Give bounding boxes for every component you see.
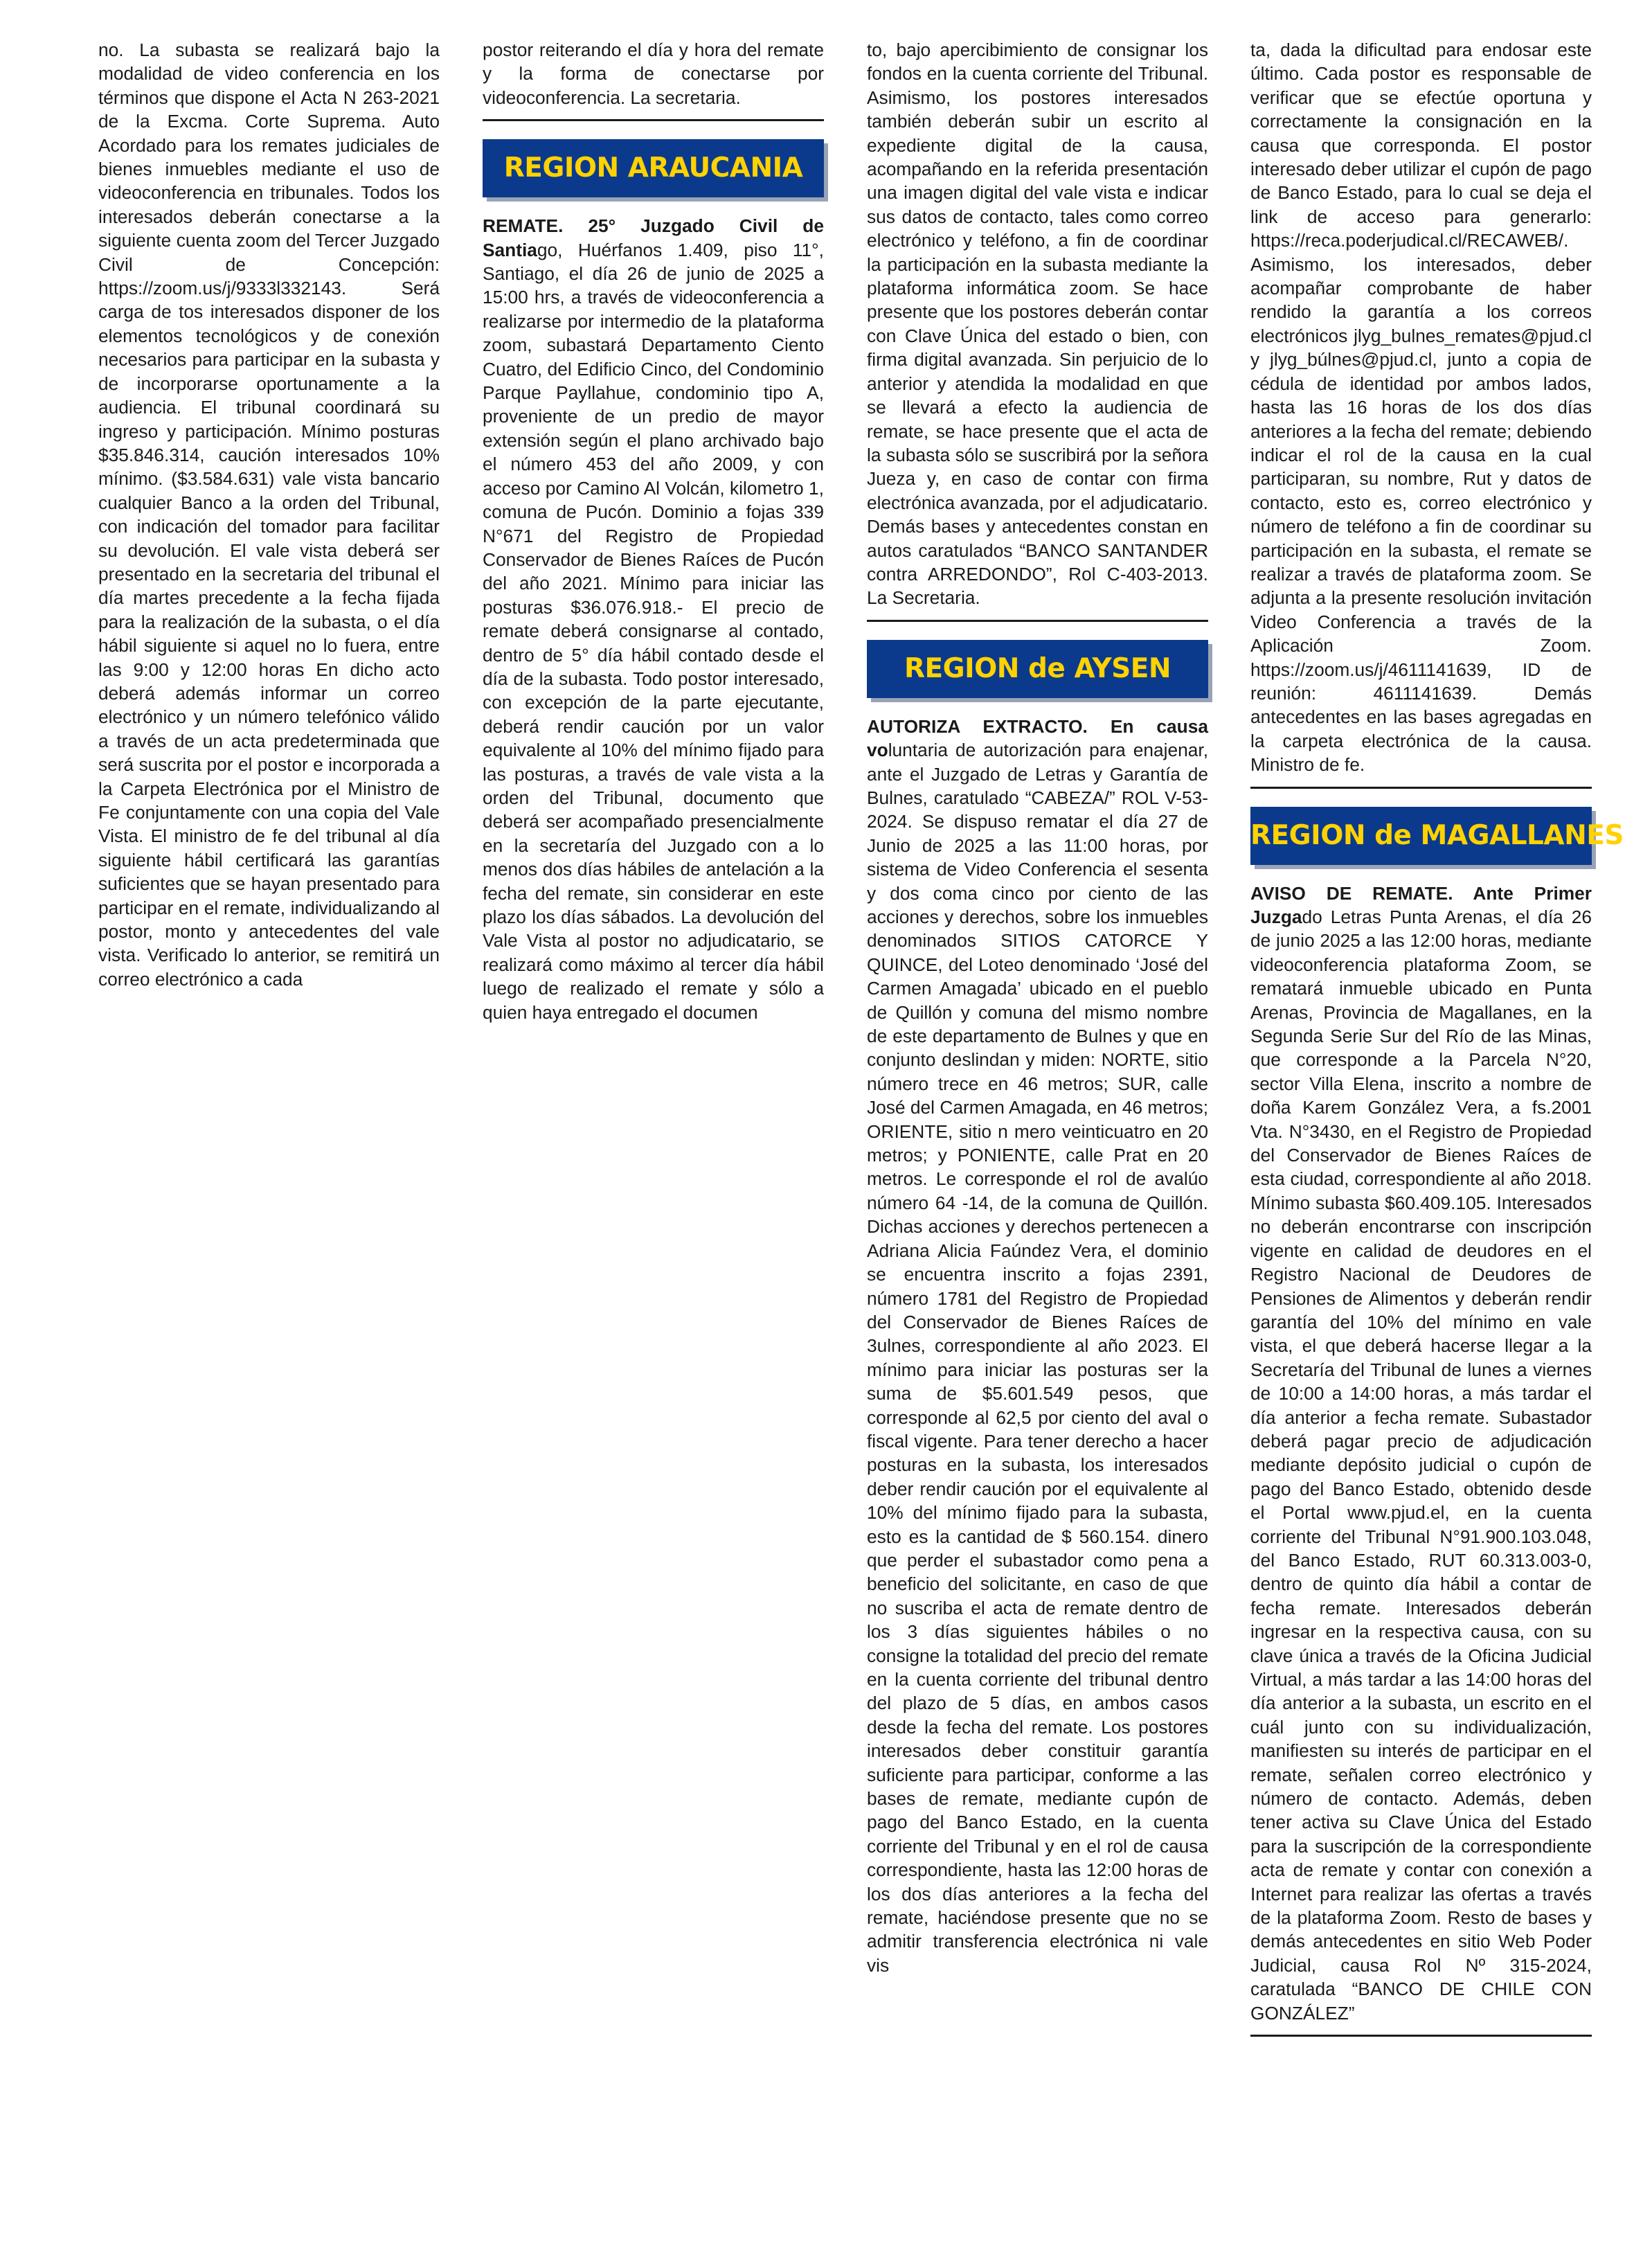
divider xyxy=(483,119,824,121)
notice-lead: AUTORIZA EXTRACTO. En causa vo xyxy=(867,715,1208,761)
notice-aviso-remate xyxy=(1250,882,1592,2026)
divider xyxy=(1250,787,1592,789)
notice-remate-pucon xyxy=(483,214,824,1024)
divider xyxy=(1250,2035,1592,2037)
notice-continuation: postor reiterando el día y hora del remate y la forma de conectarse por videoconferencia. La secretaria. xyxy=(483,39,824,108)
notice-body: do Letras Punta Arenas, el día 26 de junio 2025 a las 12:00 horas, mediante videoconferencia plataforma Zoom, se rematará inmueble ubicado en Punta Arenas, Provincia de Magallanes, en la Segunda Serie Sur del Río de las Minas, que corresponde a la Parcela N°20, sector Villa Elena, inscrito a nombre de doña Karem González Vera, a fs.2001 Vta. N°3430, en el Registro de Propiedad del Conservador de Bienes Raíces de esta ciudad, correspondiente al año 2018. Mínimo subasta $60.409.105. Interesados no deberán encontrarse con inscripción vigente en calidad de deudores en el Registro Nacional de Deudores de Pensiones de Alimentos y deberán rendir garantía del 10% del mínimo en vale vista, el que deberá hacerse llegar a la Secretaría del Tribunal de lunes a viernes de 10:00 a 14:00 horas, a más tardar el día anterior a fecha remate. Subastador deberá pagar precio de adjudicación mediante depósito judicial o cupón de pago del Banco Estado, obtenido desde el Portal www.pjud.el, en la cuenta corriente del Tribunal N°91.900.103.048, del Banco Estado, RUT 60.313.003-0, dentro de quinto día hábil a contar de fecha remate. Interesados deberán ingresar en la respectiva causa, con su clave única a través de la Oficina Judicial Virtual, a más tardar a las 14:00 horas del día anterior a la subasta, un escrito en el cuál junto con su individualización, manifiesten su interés de participar en el remate, señalen correo electrónico y número de contacto. Además, deben tener activa su Clave Única del Estado para la suscripción de la correspondiente acta de remate y contar con conexión a Internet para realizar las ofertas a través de la plataforma Zoom. Resto de bases y demás antecedentes en sitio Web Poder Judicial, causa Rol Nº 315-2024, caratulada “BANCO DE CHILE CON GONZÁLEZ” xyxy=(1250,907,1592,2024)
notice-lead: REMATE. 25° Juzgado Civil de Santia xyxy=(483,215,824,260)
notice-body: go, Huérfanos 1.409, piso 11°, Santiago, el día 26 de junio de 2025 a 15:00 hrs, a través de videoconferencia a realizarse por intermedio de la plataforma zoom, subastará Departamento Ciento Cuatro, del Edificio Cinco, del Condominio Parque Payllahue, condominio tipo A, proveniente de un predio de mayor extensión según el plano archivado bajo el número 453 del año 2009, y con acceso por Camino Al Volcán, kilometro 1, comuna de Pucón. Dominio a fojas 339 N°671 del Registro de Propiedad Conservador de Bienes Raíces de Pucón del año 2021. Mínimo para iniciar las posturas $36.076.918.- El precio de remate deberá consignarse al contado, dentro de 5° día hábil contado desde el día de la subasta. Todo postor interesado, con excepción de la parte ejecutante, deberá rendir caución por un valor equivalente al 10% del mínimo fijado para las posturas, a través de vale vista a la orden del Tribunal, documento que deberá ser acompañado presencialmente en la secretaría del Juzgado con a lo menos dos días hábiles de antelación a la fecha del remate, sin considerar en este plazo los días sábados. La devolución del Vale Vista al postor no adjudicatario, se realizará como máximo al tercer día hábil luego de realizado el remate y sólo a quien haya entregado el documen xyxy=(483,239,824,1023)
region-banner-aysen: REGION de AYSEN xyxy=(867,640,1208,698)
notice-body: luntaria de autorización para enajenar, ante el Juzgado de Letras y Garantía de Bulnes, caratulado “CABEZA/” ROL V-53-2024. Se dispuso rematar el día 27 de Junio de 2025 a las 11:00 horas, por sistema de Video Conferencia el sesenta y dos coma cinco por ciento de las acciones y derechos, sobre los inmuebles denominados SITIOS CATORCE Y QUINCE, del Loteo denominado ‘José del Carmen Amagada’ ubicado en el pueblo de Quillón y comuna del mismo nombre de este departamento de Bulnes y que en conjunto deslindan y miden: NORTE, sitio número trece en 46 metros; SUR, calle José del Carmen Amagada, en 46 metros; ORIENTE, sitio n mero veinticuatro en 20 metros; y PONIENTE, calle Prat en 20 metros. Le corresponde el rol de avalúo número 64 -14, de la comuna de Quillón. Dichas acciones y derechos pertenecen a Adriana Alicia Faúndez Vera, el dominio se encuentra inscrito a fojas 2391, número 1781 del Registro de Propiedad del Conservador de Bienes Raíces de 3ulnes, correspondiente al año 2023. El mínimo para iniciar las posturas ser la suma de $5.601.549 pesos, que corresponde al 62,5 por ciento del aval o fiscal vigente. Para tener derecho a hacer posturas en la subasta, los interesados deber rendir caución por el equivalente al 10% del mínimo fijado para la subasta, esto es la cantidad de $ 560.154. dinero que perder el subastador como pena a beneficio del solicitante, en caso de que no suscriba el acta de remate dentro de los 3 días siguientes hábiles o no consigne la totalidad del precio del remate en la cuenta corriente del tribunal dentro del plazo de 5 días, en ambos casos desde la fecha del remate. Los postores interesados deber constituir garantía suficiente para participar, conforme a las bases de remate, mediante cupón de pago del Banco Estado, en la cuenta corriente del Tribunal y en el rol de causa correspondiente, hasta las 12:00 horas de los dos días anteriores a la fecha del remate, haciéndose presente que no se admitir transferencia electrónica ni vale vis xyxy=(867,740,1208,1976)
notice-autoriza-extracto xyxy=(867,715,1208,1978)
column-3 xyxy=(867,38,1208,1977)
notice-continuation: no. La subasta se realizará bajo la modalidad de video conferencia en los términos que dispone el Acta N 263-2021 de la Excma. Corte Suprema. Auto Acordado para los remates judiciales de bienes inmuebles mediante el uso de videoconferencia en tribunales. Todos los interesados deberán conectarse a la siguiente cuenta zoom del Tercer Juzgado Civil de Concepción: https://zoom.us/j/9333l332143. Será carga de tos interesados disponer de los elementos tecnológicos y de conexión necesarios para participar en la subasta y de incorporarse oportunamente a la audiencia. El tribunal coordinará su ingreso y participación. Mínimo posturas $35.846.314, caución interesados 10% mínimo. ($3.584.631) vale vista bancario cualquier Banco a la orden del Tribunal, con indicación del tomador para facilitar su devolución. El vale vista deberá ser presentado en la secretaria del tribunal el día martes precedente a la fecha fijada para la realización de la subasta, o el día hábil siguiente si aquel no lo fuera, entre las 9:00 y 12:00 horas En dicho acto deberá además informar un correo electrónico y un número telefónico válido a través de un acta predeterminada que será suscrita por el postor e incorporada a la Carpeta Electrónica por el Ministro de Fe conjuntamente con una copia del Vale Vista. El ministro de fe del tribunal al día siguiente hábil certificará las garantías suficientes que se hayan presentado para participar en el remate, individualizando al postor, monto y antecedentes del vale vista. Verificado lo anterior, se remitirá un correo electrónico a cada xyxy=(98,39,440,990)
column-4 xyxy=(1250,38,1624,2046)
notice-continuation: to, bajo apercibimiento de consignar los fondos en la cuenta corriente del Tribunal. Asimismo, los postores interesados también deberán subir un escrito al expediente digital de la causa, acompañando en la referida presentación una imagen digital del vale vista e indicar sus datos de contacto, tales como correo electrónico y teléfono, a fin de coordinar la participación en la subasta mediante la plataforma informática zoom. Se hace presente que los postores deberán contar con Clave Única del estado o bien, con firma digital avanzada. Sin perjuicio de lo anterior y atendida la modalidad en que se llevará a efecto la audiencia de remate, se hace presente que el acta de la subasta sólo se suscribirá por la señora Jueza y, en caso de contar con firma electrónica avanzada, por el adjudicatario. Demás bases y antecedentes constan en autos caratulados “BANCO SANTANDER contra ARREDONDO”, Rol C-403-2013. La Secretaria. xyxy=(867,39,1208,609)
column-1 xyxy=(98,38,440,991)
divider xyxy=(867,620,1208,622)
column-2 xyxy=(483,38,824,1024)
notice-lead: AVISO DE REMATE. Ante Primer Juzga xyxy=(1250,882,1592,927)
region-banner-magallanes: REGION de MAGALLANES xyxy=(1250,807,1592,865)
region-banner-araucania: REGION ARAUCANIA xyxy=(483,139,824,197)
notice-continuation: ta, dada la dificultad para endosar este último. Cada postor es responsable de verificar que se efectúe oportuna y correctamente la consignación en la causa que corresponda. El postor interesado deber utilizar el cupón de pago de Banco Estado, para lo cual se deja el link de acceso para generarlo: https://reca.poderjudical.cl/RECAWEB/. Asimismo, los interesados, deber acompañar comprobante de haber rendido la garantía a los correos electrónicos jlyg_bulnes_remates@pjud.cl y jlyg_búlnes@pjud.cl, junto a copia de cédula de identidad por ambos lados, hasta las 16 horas de los dos días anteriores a la fecha del remate; debiendo indicar el rol de la causa en la cual participaran, su nombre, Rut y datos de contacto, esto es, correo electrónico y número de teléfono a fin de coordinar su participación en la subasta, el remate se realizar a través de plataforma zoom. Se adjunta a la presente resolución invitación Video Conferencia a través de la Aplicación Zoom. https://zoom.us/j/4611141639, ID de reunión: 4611141639. Demás antecedentes en las bases agregadas en la carpeta electrónica de la causa. Ministro de fe. xyxy=(1250,39,1592,776)
